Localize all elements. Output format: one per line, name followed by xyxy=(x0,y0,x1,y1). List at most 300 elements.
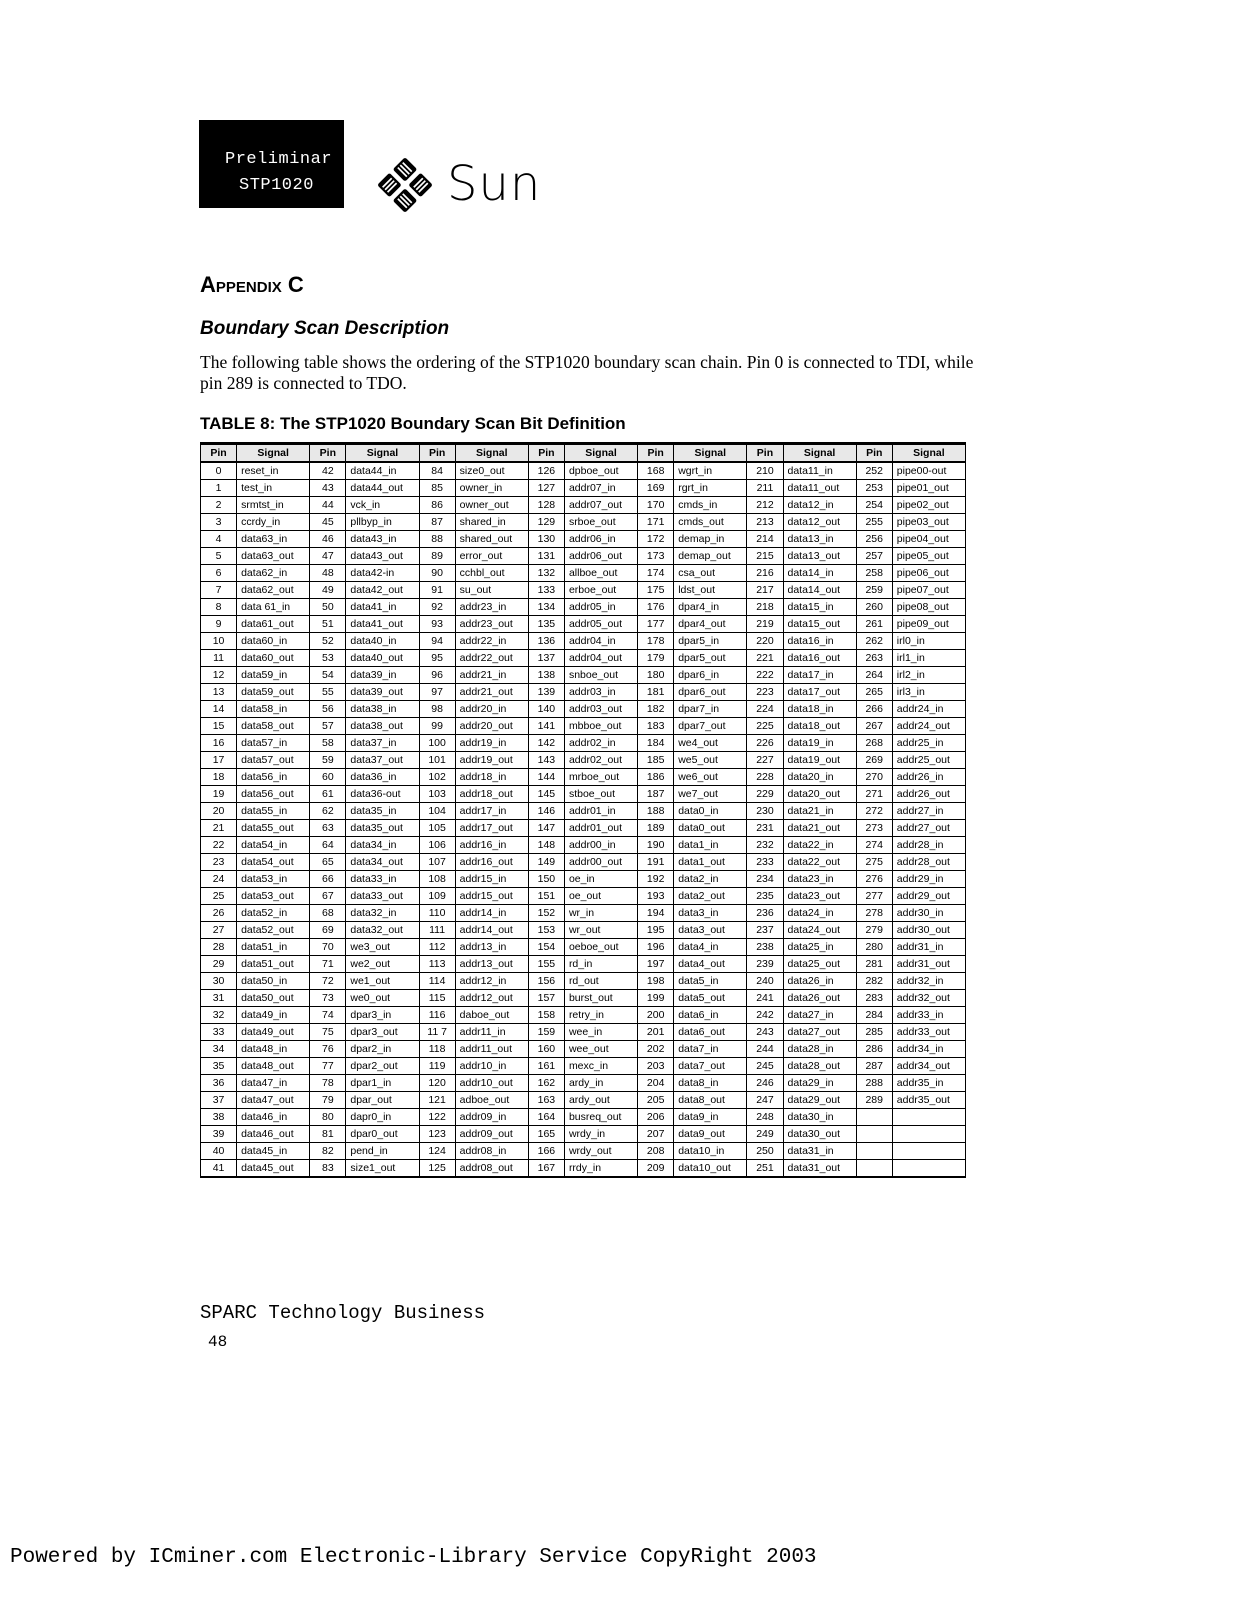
pin-cell: 231 xyxy=(747,820,783,837)
signal-cell: data29_out xyxy=(783,1092,856,1109)
signal-cell: vck_in xyxy=(346,497,419,514)
pin-cell: 207 xyxy=(638,1126,674,1143)
pin-cell: 276 xyxy=(856,871,892,888)
pin-cell: 17 xyxy=(201,752,237,769)
pin-cell: 227 xyxy=(747,752,783,769)
signal-cell: data56_in xyxy=(237,769,310,786)
signal-cell: srboe_out xyxy=(564,514,637,531)
pin-cell: 91 xyxy=(419,582,455,599)
signal-cell: data60_in xyxy=(237,633,310,650)
table-row xyxy=(201,548,966,565)
signal-cell: addr28_in xyxy=(892,837,965,854)
pin-cell: 25 xyxy=(201,888,237,905)
pin-cell: 213 xyxy=(747,514,783,531)
signal-cell: data50_in xyxy=(237,973,310,990)
signal-cell: pipe05_out xyxy=(892,548,965,565)
signal-cell: dpar0_out xyxy=(346,1126,419,1143)
pin-cell: 219 xyxy=(747,616,783,633)
signal-cell: addr13_out xyxy=(455,956,528,973)
signal-cell: data49_out xyxy=(237,1024,310,1041)
pin-cell: 271 xyxy=(856,786,892,803)
signal-cell: demap_in xyxy=(674,531,747,548)
signal-cell: data25_out xyxy=(783,956,856,973)
signal-cell: addr06_out xyxy=(564,548,637,565)
table-row xyxy=(201,956,966,973)
pin-cell: 225 xyxy=(747,718,783,735)
pin-cell: 166 xyxy=(528,1143,564,1160)
signal-cell: irl3_in xyxy=(892,684,965,701)
signal-cell: data31_out xyxy=(783,1160,856,1178)
signal-cell: wrdy_in xyxy=(564,1126,637,1143)
pin-cell: 115 xyxy=(419,990,455,1007)
pin-cell: 197 xyxy=(638,956,674,973)
signal-cell: addr34_in xyxy=(892,1041,965,1058)
signal-cell: data46_out xyxy=(237,1126,310,1143)
signal-cell: addr00_in xyxy=(564,837,637,854)
pin-cell: 164 xyxy=(528,1109,564,1126)
signal-cell: snboe_out xyxy=(564,667,637,684)
signal-cell: data57_out xyxy=(237,752,310,769)
signal-cell: addr21_out xyxy=(455,684,528,701)
header-signal: Signal xyxy=(564,444,637,463)
pin-cell: 97 xyxy=(419,684,455,701)
signal-cell xyxy=(892,1143,965,1160)
signal-cell: shared_out xyxy=(455,531,528,548)
signal-cell: data16_in xyxy=(783,633,856,650)
signal-cell: data48_out xyxy=(237,1058,310,1075)
signal-cell: addr21_in xyxy=(455,667,528,684)
signal-cell: data14_out xyxy=(783,582,856,599)
pin-cell: 47 xyxy=(310,548,346,565)
pin-cell: 159 xyxy=(528,1024,564,1041)
pin-cell: 245 xyxy=(747,1058,783,1075)
table-row xyxy=(201,514,966,531)
signal-cell: pipe03_out xyxy=(892,514,965,531)
pin-cell: 173 xyxy=(638,548,674,565)
signal-cell: dpar3_in xyxy=(346,1007,419,1024)
signal-cell: data13_out xyxy=(783,548,856,565)
table-row xyxy=(201,837,966,854)
pin-cell: 28 xyxy=(201,939,237,956)
pin-cell: 247 xyxy=(747,1092,783,1109)
pin-cell: 237 xyxy=(747,922,783,939)
signal-cell: addr31_in xyxy=(892,939,965,956)
pin-cell: 226 xyxy=(747,735,783,752)
signal-cell: data1_in xyxy=(674,837,747,854)
pin-cell: 195 xyxy=(638,922,674,939)
signal-cell: we3_out xyxy=(346,939,419,956)
signal-cell: data63_in xyxy=(237,531,310,548)
signal-cell xyxy=(892,1126,965,1143)
pin-cell: 31 xyxy=(201,990,237,1007)
table-row xyxy=(201,1075,966,1092)
signal-cell: data42_out xyxy=(346,582,419,599)
table-row xyxy=(201,752,966,769)
signal-cell: dpar2_in xyxy=(346,1041,419,1058)
signal-cell: addr12_out xyxy=(455,990,528,1007)
signal-cell: data1_out xyxy=(674,854,747,871)
signal-cell: data39_out xyxy=(346,684,419,701)
signal-cell: data48_in xyxy=(237,1041,310,1058)
pin-cell: 200 xyxy=(638,1007,674,1024)
signal-cell: data58_out xyxy=(237,718,310,735)
signal-cell: shared_in xyxy=(455,514,528,531)
signal-cell: irl1_in xyxy=(892,650,965,667)
signal-cell: addr33_out xyxy=(892,1024,965,1041)
signal-cell: data27_in xyxy=(783,1007,856,1024)
signal-cell: owner_in xyxy=(455,480,528,497)
signal-cell: addr10_out xyxy=(455,1075,528,1092)
signal-cell: data27_out xyxy=(783,1024,856,1041)
pin-cell: 277 xyxy=(856,888,892,905)
signal-cell: data7_in xyxy=(674,1041,747,1058)
signal-cell: adboe_out xyxy=(455,1092,528,1109)
pin-cell: 192 xyxy=(638,871,674,888)
pin-cell: 46 xyxy=(310,531,346,548)
signal-cell: addr13_in xyxy=(455,939,528,956)
signal-cell: pipe02_out xyxy=(892,497,965,514)
pin-cell: 53 xyxy=(310,650,346,667)
signal-cell: data52_out xyxy=(237,922,310,939)
signal-cell: reset_in xyxy=(237,462,310,480)
pin-cell: 151 xyxy=(528,888,564,905)
pin-cell: 81 xyxy=(310,1126,346,1143)
header-signal: Signal xyxy=(455,444,528,463)
signal-cell: we1_out xyxy=(346,973,419,990)
pin-cell: 208 xyxy=(638,1143,674,1160)
pin-cell: 161 xyxy=(528,1058,564,1075)
signal-cell xyxy=(892,1109,965,1126)
signal-cell: data41_in xyxy=(346,599,419,616)
signal-cell: data36_in xyxy=(346,769,419,786)
header-pin: Pin xyxy=(747,444,783,463)
signal-cell: data47_in xyxy=(237,1075,310,1092)
pin-cell: 216 xyxy=(747,565,783,582)
pin-cell: 246 xyxy=(747,1075,783,1092)
table-row xyxy=(201,905,966,922)
pin-cell: 221 xyxy=(747,650,783,667)
pin-cell: 139 xyxy=(528,684,564,701)
pin-cell: 218 xyxy=(747,599,783,616)
pin-cell: 103 xyxy=(419,786,455,803)
header-signal: Signal xyxy=(237,444,310,463)
pin-cell: 265 xyxy=(856,684,892,701)
signal-cell: dpar6_in xyxy=(674,667,747,684)
pin-cell: 60 xyxy=(310,769,346,786)
pin-cell: 147 xyxy=(528,820,564,837)
pin-cell: 118 xyxy=(419,1041,455,1058)
table-row xyxy=(201,650,966,667)
pin-cell: 79 xyxy=(310,1092,346,1109)
pin-cell: 54 xyxy=(310,667,346,684)
pin-cell: 76 xyxy=(310,1041,346,1058)
signal-cell: busreq_out xyxy=(564,1109,637,1126)
signal-cell: pipe01_out xyxy=(892,480,965,497)
signal-cell: addr09_in xyxy=(455,1109,528,1126)
signal-cell: oe_in xyxy=(564,871,637,888)
pin-cell: 255 xyxy=(856,514,892,531)
signal-cell: data22_in xyxy=(783,837,856,854)
pin-cell: 6 xyxy=(201,565,237,582)
pin-cell: 260 xyxy=(856,599,892,616)
signal-cell: data2_in xyxy=(674,871,747,888)
signal-cell: data38_out xyxy=(346,718,419,735)
pin-cell: 240 xyxy=(747,973,783,990)
pin-cell: 241 xyxy=(747,990,783,1007)
signal-cell: data3_out xyxy=(674,922,747,939)
signal-cell: data37_out xyxy=(346,752,419,769)
signal-cell: mrboe_out xyxy=(564,769,637,786)
pin-cell: 188 xyxy=(638,803,674,820)
pin-cell: 102 xyxy=(419,769,455,786)
header-pin: Pin xyxy=(856,444,892,463)
pin-cell: 99 xyxy=(419,718,455,735)
signal-cell: data26_out xyxy=(783,990,856,1007)
pin-cell: 10 xyxy=(201,633,237,650)
signal-cell: addr26_in xyxy=(892,769,965,786)
pin-cell: 257 xyxy=(856,548,892,565)
pin-cell xyxy=(856,1109,892,1126)
pin-cell: 96 xyxy=(419,667,455,684)
table-row xyxy=(201,1143,966,1160)
pin-cell: 88 xyxy=(419,531,455,548)
signal-cell: data19_in xyxy=(783,735,856,752)
table-row xyxy=(201,1092,966,1109)
signal-cell: data39_in xyxy=(346,667,419,684)
signal-cell: addr20_in xyxy=(455,701,528,718)
pin-cell: 19 xyxy=(201,786,237,803)
pin-cell: 155 xyxy=(528,956,564,973)
signal-cell: data54_out xyxy=(237,854,310,871)
pin-cell: 206 xyxy=(638,1109,674,1126)
signal-cell: data 61_in xyxy=(237,599,310,616)
pin-cell: 183 xyxy=(638,718,674,735)
signal-cell: data4_out xyxy=(674,956,747,973)
signal-cell: data7_out xyxy=(674,1058,747,1075)
signal-cell: dpar7_out xyxy=(674,718,747,735)
pin-cell: 203 xyxy=(638,1058,674,1075)
signal-cell: addr32_out xyxy=(892,990,965,1007)
pin-cell: 220 xyxy=(747,633,783,650)
signal-cell: addr12_in xyxy=(455,973,528,990)
signal-cell: data25_in xyxy=(783,939,856,956)
table-row xyxy=(201,1126,966,1143)
pin-cell: 248 xyxy=(747,1109,783,1126)
pin-cell: 49 xyxy=(310,582,346,599)
signal-cell: addr08_out xyxy=(455,1160,528,1178)
signal-cell: ccrdy_in xyxy=(237,514,310,531)
pin-cell: 50 xyxy=(310,599,346,616)
pin-cell: 5 xyxy=(201,548,237,565)
signal-cell: daboe_out xyxy=(455,1007,528,1024)
signal-cell: addr17_out xyxy=(455,820,528,837)
pin-cell: 272 xyxy=(856,803,892,820)
signal-cell: data26_in xyxy=(783,973,856,990)
pin-cell xyxy=(856,1143,892,1160)
signal-cell: data37_in xyxy=(346,735,419,752)
pin-cell: 274 xyxy=(856,837,892,854)
signal-cell: size1_out xyxy=(346,1160,419,1178)
signal-cell: wee_out xyxy=(564,1041,637,1058)
signal-cell: dapr0_in xyxy=(346,1109,419,1126)
pin-cell: 30 xyxy=(201,973,237,990)
pin-cell: 185 xyxy=(638,752,674,769)
pin-cell: 67 xyxy=(310,888,346,905)
signal-cell: we4_out xyxy=(674,735,747,752)
pin-cell: 92 xyxy=(419,599,455,616)
pin-cell: 105 xyxy=(419,820,455,837)
pin-cell: 132 xyxy=(528,565,564,582)
signal-cell: wr_in xyxy=(564,905,637,922)
signal-cell: addr16_out xyxy=(455,854,528,871)
pin-cell: 204 xyxy=(638,1075,674,1092)
pin-cell: 249 xyxy=(747,1126,783,1143)
signal-cell: addr02_in xyxy=(564,735,637,752)
pin-cell: 243 xyxy=(747,1024,783,1041)
signal-cell: addr26_out xyxy=(892,786,965,803)
table-row xyxy=(201,1109,966,1126)
pin-cell: 123 xyxy=(419,1126,455,1143)
pin-cell: 236 xyxy=(747,905,783,922)
table-caption: TABLE 8: The STP1020 Boundary Scan Bit Definition xyxy=(200,414,626,433)
table-row xyxy=(201,582,966,599)
signal-cell: addr34_out xyxy=(892,1058,965,1075)
pin-cell: 15 xyxy=(201,718,237,735)
signal-cell: data40_in xyxy=(346,633,419,650)
pin-cell: 48 xyxy=(310,565,346,582)
signal-cell: we6_out xyxy=(674,769,747,786)
pin-cell: 160 xyxy=(528,1041,564,1058)
signal-cell: dpar4_in xyxy=(674,599,747,616)
pin-cell: 234 xyxy=(747,871,783,888)
pin-cell: 181 xyxy=(638,684,674,701)
pin-cell: 273 xyxy=(856,820,892,837)
signal-cell: data32_out xyxy=(346,922,419,939)
pin-cell: 201 xyxy=(638,1024,674,1041)
pin-cell: 210 xyxy=(747,462,783,480)
pin-cell: 110 xyxy=(419,905,455,922)
signal-cell: addr15_in xyxy=(455,871,528,888)
signal-cell: addr17_in xyxy=(455,803,528,820)
boundary-scan-table xyxy=(200,442,966,1178)
table-row xyxy=(201,667,966,684)
pin-cell: 140 xyxy=(528,701,564,718)
pin-cell: 74 xyxy=(310,1007,346,1024)
pin-cell: 256 xyxy=(856,531,892,548)
signal-cell: data58_in xyxy=(237,701,310,718)
signal-cell: addr14_in xyxy=(455,905,528,922)
signal-cell: addr01_in xyxy=(564,803,637,820)
pin-cell: 86 xyxy=(419,497,455,514)
signal-cell: mbboe_out xyxy=(564,718,637,735)
signal-cell: data30_in xyxy=(783,1109,856,1126)
signal-cell: pipe06_out xyxy=(892,565,965,582)
signal-cell: data0_out xyxy=(674,820,747,837)
signal-cell: ardy_in xyxy=(564,1075,637,1092)
pin-cell: 43 xyxy=(310,480,346,497)
table-row xyxy=(201,462,966,480)
signal-cell: data20_out xyxy=(783,786,856,803)
signal-cell: we2_out xyxy=(346,956,419,973)
pin-cell: 212 xyxy=(747,497,783,514)
signal-cell: data8_out xyxy=(674,1092,747,1109)
signal-cell: wr_out xyxy=(564,922,637,939)
pin-cell: 0 xyxy=(201,462,237,480)
signal-cell: data5_out xyxy=(674,990,747,1007)
pin-cell: 286 xyxy=(856,1041,892,1058)
signal-cell: rd_in xyxy=(564,956,637,973)
pin-cell: 214 xyxy=(747,531,783,548)
signal-cell: dpar5_in xyxy=(674,633,747,650)
signal-cell: data15_out xyxy=(783,616,856,633)
pin-cell: 278 xyxy=(856,905,892,922)
signal-cell: addr03_out xyxy=(564,701,637,718)
signal-cell: data22_out xyxy=(783,854,856,871)
signal-cell: addr32_in xyxy=(892,973,965,990)
signal-cell: data31_in xyxy=(783,1143,856,1160)
signal-cell: addr14_out xyxy=(455,922,528,939)
table-row xyxy=(201,939,966,956)
signal-cell: addr18_out xyxy=(455,786,528,803)
pin-cell: 198 xyxy=(638,973,674,990)
pin-cell: 59 xyxy=(310,752,346,769)
pin-cell: 233 xyxy=(747,854,783,871)
pin-cell: 239 xyxy=(747,956,783,973)
pin-cell: 56 xyxy=(310,701,346,718)
pin-cell: 8 xyxy=(201,599,237,616)
signal-cell: data47_out xyxy=(237,1092,310,1109)
pin-cell: 146 xyxy=(528,803,564,820)
pin-cell: 39 xyxy=(201,1126,237,1143)
pin-cell: 228 xyxy=(747,769,783,786)
pin-cell: 98 xyxy=(419,701,455,718)
pin-cell: 242 xyxy=(747,1007,783,1024)
table-row xyxy=(201,599,966,616)
signal-cell: ardy_out xyxy=(564,1092,637,1109)
table-row xyxy=(201,497,966,514)
signal-cell: data44_in xyxy=(346,462,419,480)
sun-microsystems-logo-icon xyxy=(376,156,434,214)
pin-cell: 275 xyxy=(856,854,892,871)
pin-cell: 38 xyxy=(201,1109,237,1126)
signal-cell: cchbl_out xyxy=(455,565,528,582)
pin-cell: 149 xyxy=(528,854,564,871)
signal-cell: dpar1_in xyxy=(346,1075,419,1092)
signal-cell: addr05_out xyxy=(564,616,637,633)
signal-cell: data10_in xyxy=(674,1143,747,1160)
footer-title: SPARC Technology Business xyxy=(200,1302,486,1324)
signal-cell: oe_out xyxy=(564,888,637,905)
header-pin: Pin xyxy=(310,444,346,463)
signal-cell: error_out xyxy=(455,548,528,565)
signal-cell: data62_in xyxy=(237,565,310,582)
signal-cell: oeboe_out xyxy=(564,939,637,956)
signal-cell: addr16_in xyxy=(455,837,528,854)
signal-cell: pipe04_out xyxy=(892,531,965,548)
signal-cell: data55_out xyxy=(237,820,310,837)
signal-cell: addr22_in xyxy=(455,633,528,650)
signal-cell: data4_in xyxy=(674,939,747,956)
pin-cell: 196 xyxy=(638,939,674,956)
pin-cell: 71 xyxy=(310,956,346,973)
signal-cell: addr04_out xyxy=(564,650,637,667)
pin-cell: 128 xyxy=(528,497,564,514)
preliminary-text: Preliminar xyxy=(225,150,333,169)
signal-cell: dpar3_out xyxy=(346,1024,419,1041)
signal-cell: addr09_out xyxy=(455,1126,528,1143)
pin-cell: 252 xyxy=(856,462,892,480)
signal-cell: addr08_in xyxy=(455,1143,528,1160)
